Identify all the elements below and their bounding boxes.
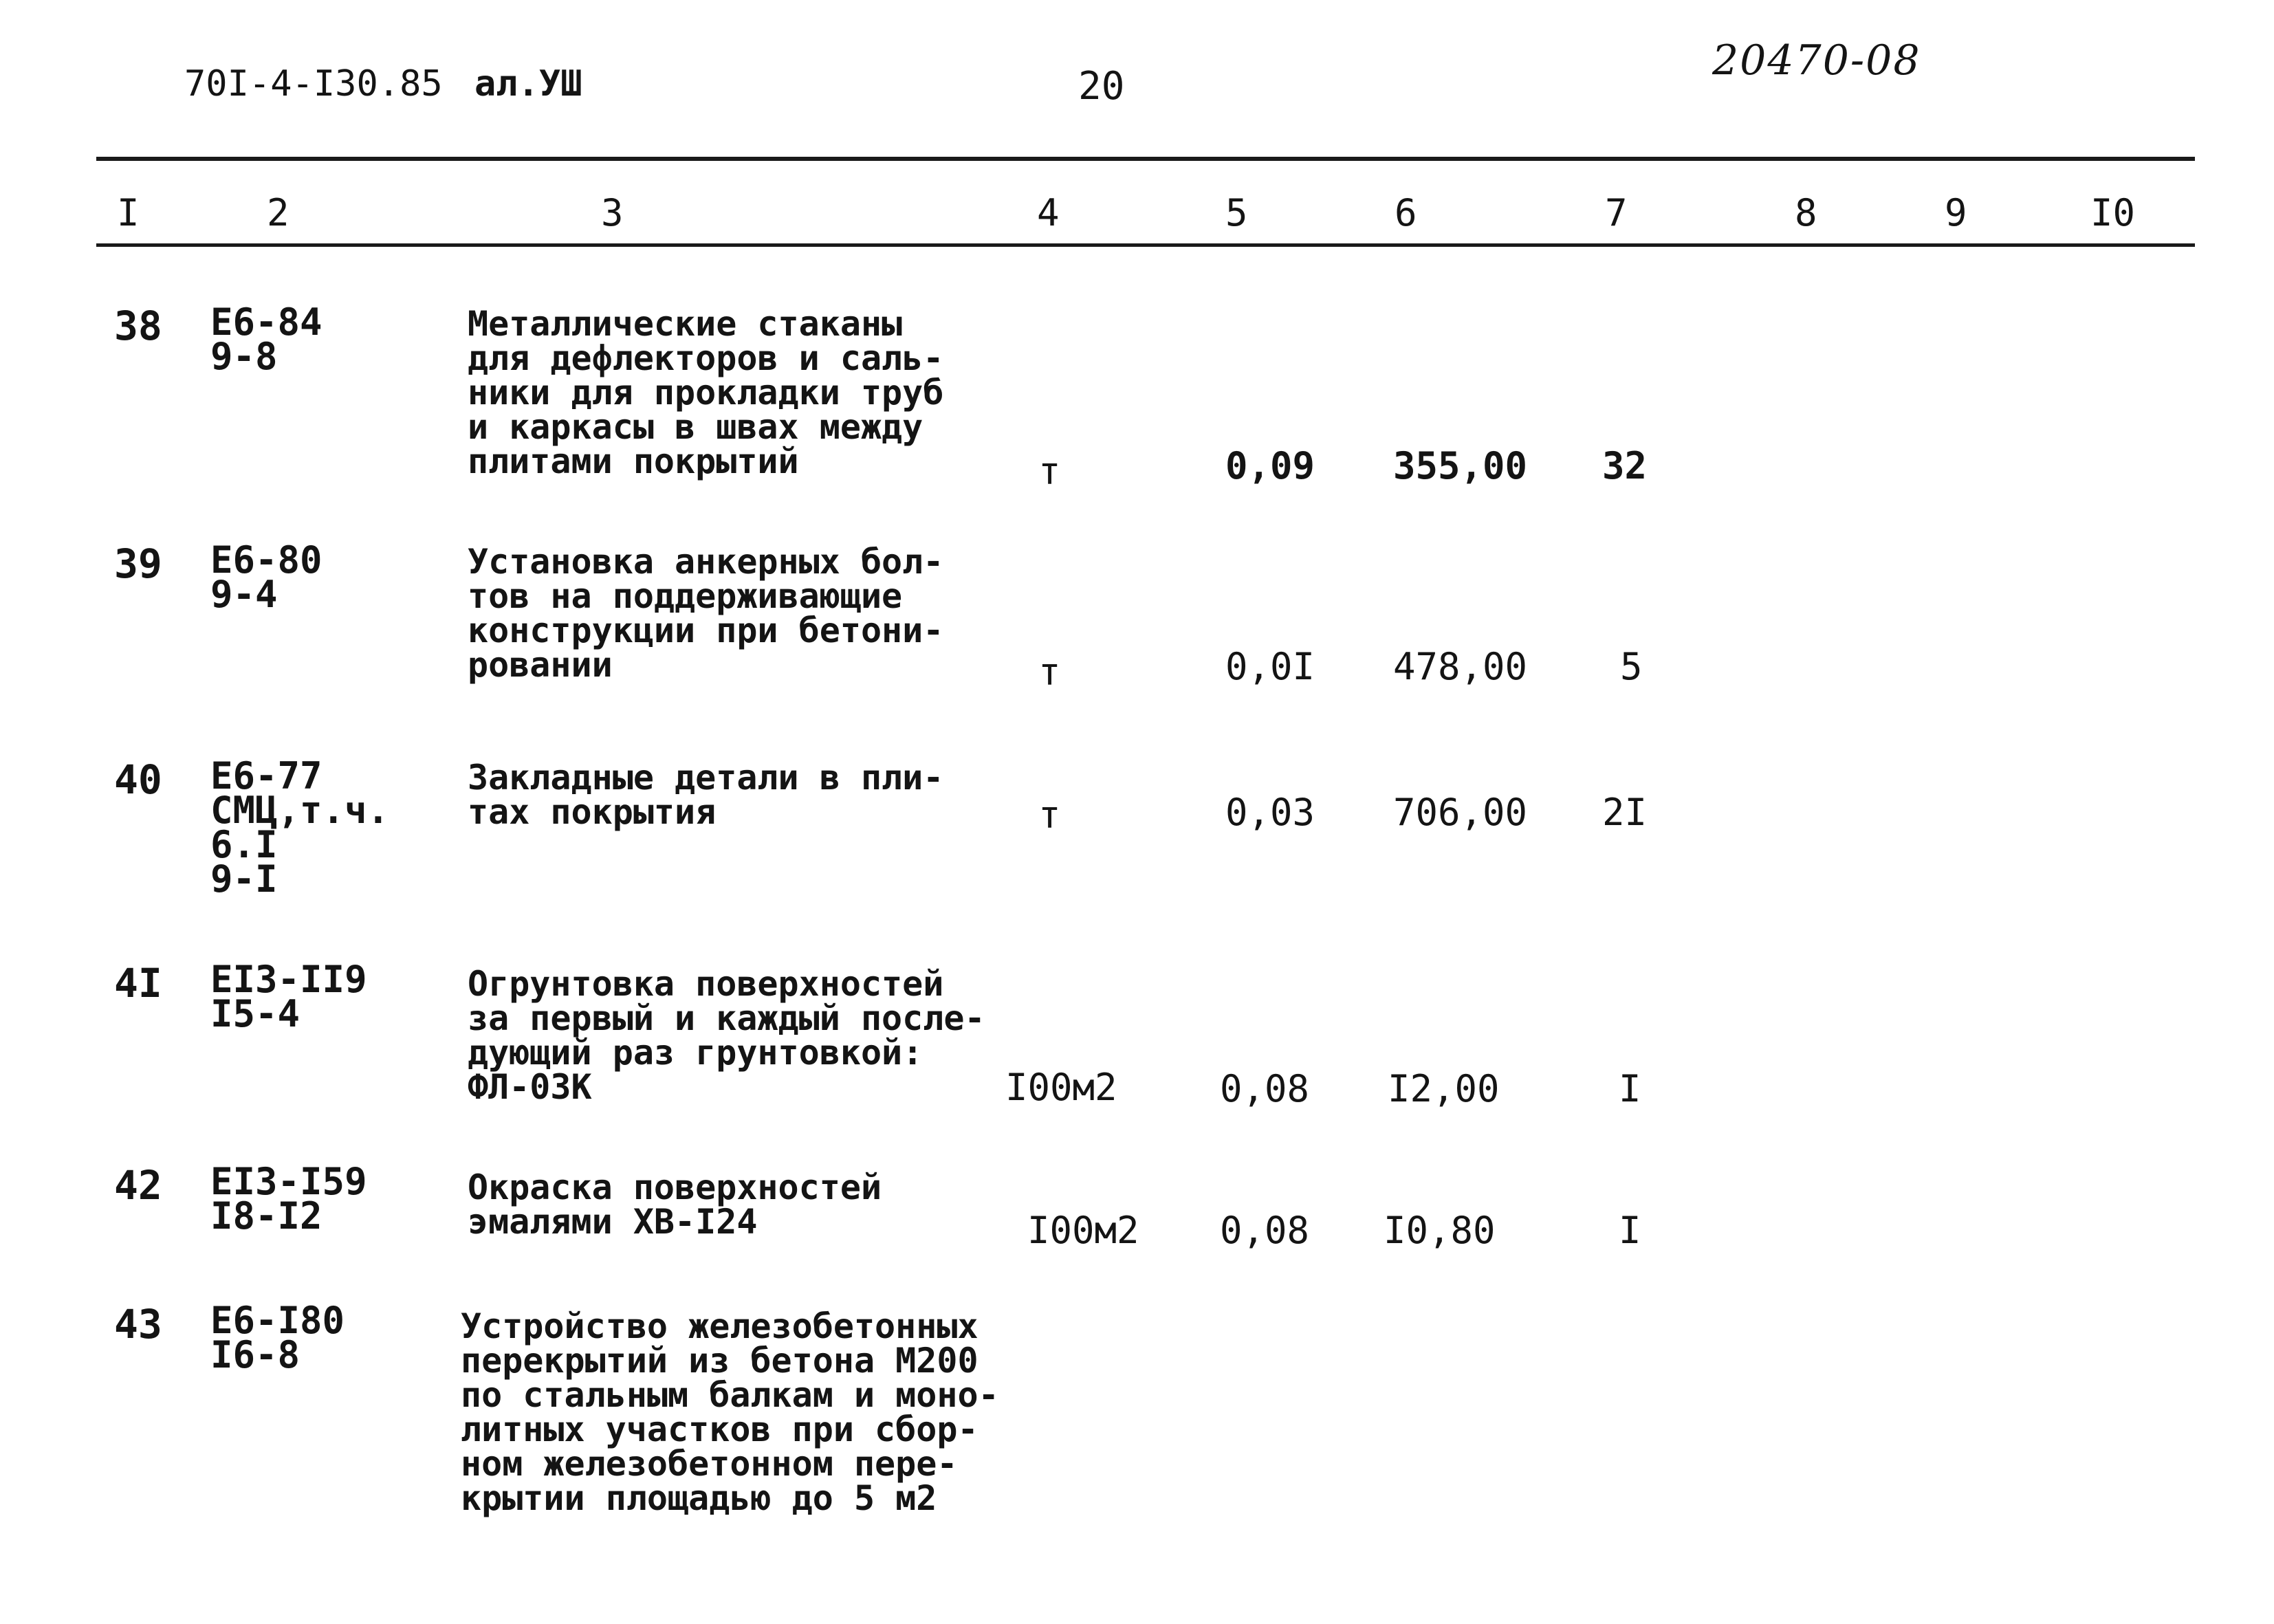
document-code: 70I-4-I30.85 [184,63,443,105]
table-header-rule [96,243,2195,247]
quantity: 0,08 [1220,1067,1310,1110]
column-header-3: 3 [601,191,624,234]
work-description: Устройство железобетонных перекрытий из бетона М200 по стальным балкам и моно- литных участков при сбор- ном железобетонном пере- крытии площадью до 5 м2 [461,1306,999,1518]
page-number: 20 [1078,64,1125,109]
unit: I00м2 [1005,1066,1117,1109]
norm-code: Е6-I80 I6-8 [210,1299,345,1376]
total-cost: 32 [1602,444,1648,487]
column-header-5: 5 [1225,191,1248,234]
total-cost: 2I [1602,791,1648,834]
unit: I00м2 [1027,1209,1139,1252]
unit: т [1038,650,1061,694]
column-header-1: I [117,191,140,234]
work-description: Окраска поверхностей эмалями ХВ-I24 [468,1167,882,1242]
unit-price: 706,00 [1393,791,1528,834]
norm-code: ЕI3-I59 I8-I2 [210,1160,367,1238]
norm-code: ЕI3-II9 I5-4 [210,958,367,1035]
column-header-6: 6 [1395,191,1417,234]
unit-price: 355,00 [1393,444,1528,487]
quantity: 0,09 [1225,444,1315,487]
unit-price: 478,00 [1393,645,1528,688]
row-number: 39 [114,540,162,587]
total-cost: I [1619,1067,1641,1110]
handwritten-stamp: 20470-08 [1712,36,1921,85]
table-top-rule [96,157,2195,161]
quantity: 0,08 [1220,1209,1310,1252]
unit: т [1038,793,1061,837]
row-number: 38 [114,303,162,349]
work-description: Закладные детали в пли- тах покрытия [468,758,944,832]
quantity: 0,03 [1225,791,1315,834]
unit-price: I0,80 [1384,1209,1496,1252]
unit: т [1038,450,1061,493]
column-header-2: 2 [267,191,289,234]
norm-code: Е6-80 9-4 [210,538,322,616]
album-label: ал.УШ [474,63,582,105]
norm-code: Е6-84 9-8 [210,300,322,378]
work-description: Металлические стаканы для дефлекторов и саль- ники для прокладки труб и каркасы в швах между плитами покрытий [468,304,944,481]
work-description: Огрунтовка поверхностей за первый и каждый после- дующий раз грунтовкой: ФЛ-03К [468,964,985,1107]
total-cost: 5 [1620,645,1643,688]
work-description: Установка анкерных бол- тов на поддерживающие конструкции при бетони- ровании [468,542,944,685]
row-number: 40 [114,756,162,803]
column-header-9: 9 [1945,191,1967,234]
norm-code: Е6-77 СМЦ,т.ч. 6.I 9-I [210,754,390,901]
row-number: 4I [114,960,162,1007]
column-header-4: 4 [1037,191,1060,234]
unit-price: I2,00 [1388,1067,1500,1110]
quantity: 0,0I [1225,645,1315,688]
column-header-8: 8 [1795,191,1817,234]
column-header-10: I0 [2090,191,2136,234]
total-cost: I [1619,1209,1641,1252]
row-number: 43 [114,1301,162,1348]
row-number: 42 [114,1162,162,1209]
column-header-7: 7 [1605,191,1628,234]
